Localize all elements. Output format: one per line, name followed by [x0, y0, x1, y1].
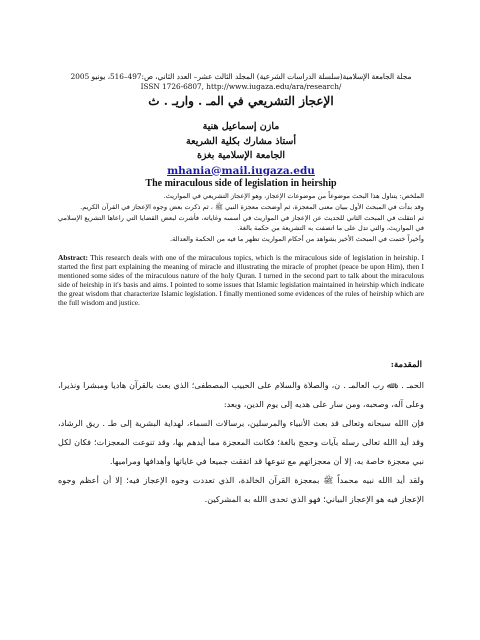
arabic-abstract: [58, 192, 424, 246]
abstract-text: This research deals with one of the miraculous topics, which is the miraculous side of legislation in heirship. I started the first part explaining the meaning of miracle and illustrating the miracle of prophet (peace be upon Him), then I mentioned some sides of the miraculous nature of the holy Quran. I turned in the second part to talk about the miraculous side of heirship in it's basis and aims. I pointed to some issues that Islamic legislation maintained in heirship which indicate the great wisdom that characterize Islamic legislation. I finally mentioned some evidences of the rules of heirship which are the full wisdom and justice.: [58, 253, 424, 307]
arabic-abstract-paragraph: وقد بدأت في المبحث الأول ببيان معنى المعجزة، ثم أوضحت معجزة النبي ﷺ ، ثم ذكرت بعض وجوه الإعجاز في القرآن الكريم.: [80, 202, 424, 211]
author-position: أستاذ مشارك بكلية الشريعة: [186, 135, 296, 147]
arabic-abstract-paragraph: وأخيراً ختمت في المبحث الأخير بشواهد من أحكام المواريث تظهر ما فيه من الحكمة والعدالة.: [170, 234, 424, 243]
arabic-abstract-paragraph: الملخص: يتناول هذا البحث موضوعاً من موضوعات الإعجاز، وهو الإعجاز التشريعي في المواريث.: [163, 192, 424, 200]
author-name: مازن إسماعيل هنية: [202, 121, 280, 132]
paper-title-english: The miraculous side of legislation in heirship: [145, 178, 337, 189]
introduction-heading: المقدمة:: [390, 360, 422, 370]
introduction-paragraph: ولقد أيد االله نبيه محمداً ﷺ بمعجزة القرآن الخالدة، الذي تعددت وجوه الإعجاز فيه؛ إلا أن أعظم وجوه الإعجاز فيه هو الإعجاز البياني؛ فهو الذي تحدى االله به المشركين.: [58, 475, 424, 504]
journal-citation: مجلة الجامعة الإسلامية(سلسلة الدراسات الشرعية) المجلد الثالث عشر– العدد الثاني، ص:497–516، يونيو 2005: [70, 72, 412, 81]
introduction-paragraph: فإن االله سبحانه وتعالى قد بعث الأنبياء والمرسلين، برسالات السماء، لهداية البشرية إلى طـ . ريق الرشاد، وقد أيد االله تعالى رسله بآيات وحجج بالغة؛ فكانت المعجزة مما أيدهم بها، وقد تنوعت المعجزات؛ فكان لكل نبي معجزة خاصة به، إلا أن معجزاتهم مع تنوعها قد اتفقت جميعا في غاياتها وأهدافها ومراميها.: [58, 418, 424, 466]
issn-line: ISSN 1726-6807, http://www.iugaza.edu/ara/research/: [140, 82, 342, 91]
abstract-label: Abstract:: [58, 253, 88, 262]
introduction-body: [58, 376, 424, 509]
arabic-abstract-paragraph: ثم انتقلت في المبحث الثاني للحديث عن الإعجاز في المواريث في أسسه وغاياته، فأشرت لبعض القضايا التي راعاها التشريع الإسلامي في المواريث، والتي تدل على ما اتصفت به التشريعة من حكمة بالغة.: [58, 213, 424, 232]
introduction-paragraph: الحمـ . د ﷲ رب العالمـ . ن، والصلاة والسلام على الحبيب المصطفى؛ الذي بعث بالقرآن هاديا ومبشرا ونذيرا، وعلى آله، وصحبه، ومن سار على هديه إلى يوم الدين، وبعد:: [58, 380, 424, 409]
author-email-link[interactable]: mhania@mail.iugaza.edu: [167, 164, 315, 177]
journal-header: [60, 72, 422, 92]
author-institution: الجامعة الإسلامية بغزة: [196, 150, 286, 161]
english-abstract: [58, 254, 424, 307]
paper-title-arabic: الإعجاز التشريعي في المـ . واريـ . ث: [148, 94, 334, 108]
author-block: [60, 120, 422, 179]
